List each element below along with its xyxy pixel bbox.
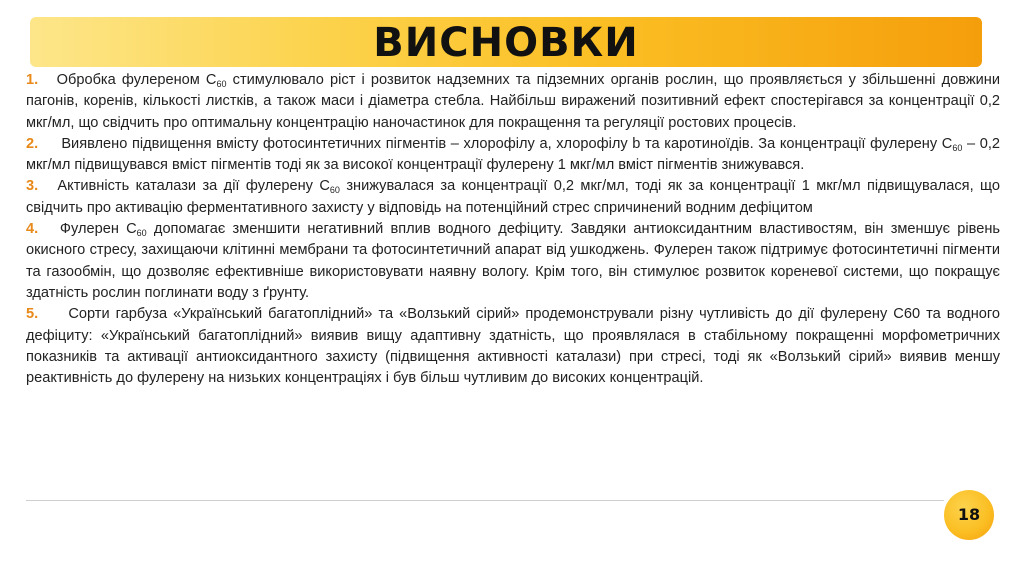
title-banner (30, 17, 982, 67)
item-number: 2. (26, 135, 39, 152)
conclusion-item-4 (26, 219, 1000, 304)
item-text-continued: допомагає зменшити негативний вплив водного дефіциту. Завдяки антиоксидантним властивостям, він зменшує рівень окисного стресу, захищаючи клітинні мембрани та фотосинтетичний апарат від ушкоджень. Фулерен також підтримує фотосинтетичні пігменти та газообмін, що дозволяє ефективніше використовувати наявну вологу. Крім того, він стимулює розвиток кореневої системи, що покращує здатність рослин поглинати воду з ґрунту. (26, 221, 1001, 301)
subscript: 60 (329, 185, 340, 196)
item-number: 4. (26, 221, 39, 238)
conclusion-item-1 (26, 70, 1000, 134)
subscript: 60 (136, 228, 147, 239)
item-number: 1. (26, 72, 39, 88)
subscript: 60 (952, 142, 963, 153)
item-number: 5. (26, 306, 39, 323)
conclusion-item-3 (26, 176, 1000, 219)
conclusion-item-5 (26, 304, 1000, 389)
item-text: Обробка фулереном С (56, 72, 217, 88)
item-text: Сорти гарбуза «Український багатоплідний» та «Волзький сірий» продемонстрували різну чутливість до дії фулерену С60 та водного дефіциту: «Український багатоплідний» виявив вищу адаптивну здатність, що проявлялася в стабільному покращенні морфометричних показників та активації антиоксидантного захисту (підвищення активності каталази) при стресі, тоді як «Волзький сірий» виявив меншу реактивність до фулерену на низьких концентраціях і був більш чутливим до високих концентрацій. (26, 306, 1000, 387)
item-text-continued: знижувалася за концентрації 0,2 мкг/мл, тоді як за концентрації 1 мкг/мл підвищувалася, що свідчить про активацію ферментативного захисту у відповідь на потенційний стрес спричинений водним дефіцитом (26, 178, 1000, 216)
page-number-badge: 18 (944, 490, 994, 540)
item-text: Активність каталази за дії фулерену С (57, 178, 330, 195)
subscript: 60 (216, 79, 227, 89)
item-text: Фулерен С (59, 221, 137, 238)
conclusions-list (26, 70, 1000, 389)
item-number: 3. (26, 178, 39, 195)
conclusion-item-2 (26, 134, 1000, 177)
item-text-continued: – 0,2 мкг/мл підвищувався вміст пігментів тоді як за високої концентрації фулерену 1 мкг/мл вміст пігментів знижувався. (26, 135, 1000, 174)
item-text-continued: стимулювало ріст і розвиток надземних та підземних органів рослин, що проявляється у збільшенні довжини пагонів, коренів, кількості листків, а також маси і діаметра стебла. Найбільш виражений позитивний ефект спостерігався за концентрації 0,2 мкг/мл, що свідчить про оптимальну концентрацію наночастинок для покращення та регуляції ростових процесів. (26, 72, 1001, 131)
footer-divider (26, 500, 944, 501)
item-text: Виявлено підвищення вмісту фотосинтетичних пігментів – хлорофілу а, хлорофілу b та каротиноїдів. За концентрації фулерену С (61, 135, 953, 152)
slide-title: ВИСНОВКИ (373, 20, 639, 66)
